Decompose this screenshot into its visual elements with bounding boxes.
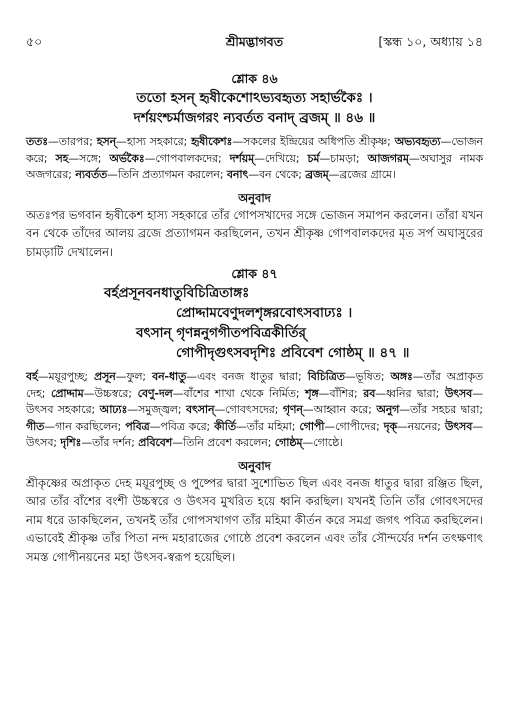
synonym-meaning: —তাঁর সহচর দ্বারা; <box>399 403 483 417</box>
synonym-word: ব্রজম্ <box>305 168 329 182</box>
synonym-meaning: —আহ্বান করে; <box>302 403 377 417</box>
verse-47-line-4: গোপীদৃগুৎসবদৃশিঃ প্রবিবেশ গোষ্ঠম্ ॥ ৪৭ ॥ <box>176 345 410 361</box>
synonym-word: প্রোদ্দাম <box>50 386 84 400</box>
synonym-meaning: —এবং বনজ ধাতুর দ্বারা; <box>186 370 308 383</box>
synonym-meaning: —উচ্চস্বরে; <box>83 386 138 400</box>
synonym-meaning: —তিনি প্রত্যাগমন করলেন; <box>107 168 227 182</box>
verse-47-heading: শ্লোক ৪৭ <box>231 266 278 281</box>
synonym-word: বেণু-দল <box>137 386 173 400</box>
synonym-word: প্রবিবেশ <box>138 436 173 450</box>
synonym-word: প্রসূন <box>94 370 116 383</box>
verse-46-synonyms <box>26 134 483 184</box>
verse-47-synonyms <box>26 369 483 452</box>
chapter-reference: [স্কন্ধ ১০, অধ্যায় ১৪ <box>378 34 483 49</box>
synonym-meaning: —তিনি প্রবেশ করলেন; <box>172 436 275 450</box>
synonym-meaning: —তারপর; <box>47 135 97 148</box>
synonym-word: গোষ্ঠম্ <box>274 436 303 450</box>
synonym-word: শৃঙ্গ <box>305 386 319 400</box>
synonym-meaning: —সমুজ্জ্বল; <box>127 403 186 417</box>
synonym-word: গীত <box>26 419 45 433</box>
synonym-meaning: —অঘাসুর নামক অজগরের; <box>26 151 483 182</box>
synonym-meaning: —বাঁশির; <box>318 386 364 400</box>
synonym-meaning: —গোষ্ঠে। <box>302 436 344 450</box>
synonym-meaning: —ব্রজের গ্রামে। <box>328 168 396 182</box>
synonym-word: বিচিত্রিত <box>307 370 345 383</box>
synonym-word: অভ্যবহৃত্য <box>394 135 441 148</box>
synonym-meaning: —তাঁর মহিমা; <box>235 419 300 433</box>
page-number: ৫০ <box>26 34 43 49</box>
synonym-meaning: —বাঁশের শাখা থেকে নির্মিত; <box>172 386 306 400</box>
synonym-meaning: —বন থেকে; <box>248 168 306 182</box>
synonym-word: ন্যবর্তত <box>75 168 108 182</box>
synonym-meaning: —গোবৎসদের; <box>214 403 283 417</box>
verse-46-line-1: ততো হসন্ হৃষীকেশোঽভ্যবহৃত্য সহার্ভকৈঃ । <box>136 90 373 106</box>
synonym-word: দৃশিঃ <box>60 436 82 450</box>
synonym-word: আজগরম্ <box>367 151 409 165</box>
verse-47-translation-heading: অনুবাদ <box>238 458 271 473</box>
synonym-word: ততঃ <box>26 135 48 148</box>
synonym-word: অর্ভকৈঃ <box>109 151 145 165</box>
synonym-word: সহ <box>55 151 69 165</box>
synonym-meaning: —ফুল; <box>115 370 153 383</box>
synonym-meaning: —গোপীদের; <box>324 419 384 433</box>
synonym-meaning: —সকলের ইন্দ্রিয়ের অধিপতি শ্রীকৃষ্ণ; <box>232 135 395 148</box>
synonym-meaning: —দেখিয়ে; <box>254 151 308 165</box>
synonym-meaning: —ভোজন করে; <box>26 135 483 165</box>
synonym-word: উৎসব <box>444 386 473 400</box>
page-header <box>26 34 483 56</box>
synonym-word: বর্হ <box>26 370 38 383</box>
verse-46-translation-heading: অনুবাদ <box>238 190 271 205</box>
verse-46-heading: শ্লোক ৪৬ <box>231 71 278 86</box>
synonym-word: উৎসব <box>444 419 473 433</box>
synonym-meaning: —তাঁর অপ্রাকৃত দেহ; <box>26 370 483 400</box>
synonym-word: অঙ্গঃ <box>390 370 413 383</box>
synonym-meaning: —তাঁর দর্শন; <box>81 436 139 450</box>
synonym-word: গোপী <box>299 419 325 433</box>
verse-47-line-2: প্রোদ্দামবেণুদলশৃঙ্গরবোৎসবাঢ্যঃ । <box>176 305 353 321</box>
synonym-meaning: —ময়ূরপুচ্ছ; <box>37 370 95 383</box>
synonym-word: হৃষীকেশঃ <box>191 135 233 148</box>
synonym-word: হসন্ <box>96 135 117 148</box>
synonym-meaning: —নয়নের; <box>396 419 445 433</box>
synonym-meaning: —গান করছিলেন; <box>44 419 126 433</box>
synonym-meaning: —উৎসব সহকারে; <box>26 386 483 417</box>
synonym-word: দর্শয়ম্ <box>229 151 255 165</box>
synonym-word: কীর্তি <box>214 419 236 433</box>
synonym-word: গৃণন্ <box>282 403 303 417</box>
synonym-meaning: —ভূষিত; <box>344 370 391 383</box>
synonym-word: অনুগ <box>376 403 400 417</box>
synonym-meaning: —ধ্বনির দ্বারা; <box>375 386 445 400</box>
synonym-word: বন-ধাতু <box>152 370 187 383</box>
verse-46-line-2: দর্শয়ংশ্চর্মাজগরং ন্যবর্তত বনাদ্ ব্রজম্ ॥ ৪৬ ॥ <box>133 110 376 126</box>
book-title: শ্রীমদ্ভাগবত <box>225 34 284 49</box>
verse-47-line-3: বৎসান্ গৃণন্ননুগগীতপবিত্রকীর্তির্ <box>136 325 306 341</box>
verse-47-line-1: বর্হপ্রসূনবনধাতুবিচিত্রিতাঙ্গঃ <box>104 285 250 301</box>
synonym-meaning: —চামড়া; <box>319 151 368 165</box>
verse-47-translation: শ্রীকৃষ্ণের অপ্রাকৃত দেহ ময়ূরপুচ্ছ ও পুষ্পের দ্বারা সুশোভিত ছিল এবং বনজ ধাতুর দ্বারা রঞ্জিত ছিল, আর তাঁর বাঁশের বংশী উচ্চস্বরে ও উৎসব মুখরিত হয়ে ধ্বনি করছিল। যখনই তিনি তাঁর গোবৎসদের নাম ধরে ডাকছিলেন, তখনই তাঁর গোপসখাগণ তাঁর মহিমা কীর্তন করে সমগ্র জগৎ পবিত্র করছিলেন। এভাবেই শ্রীকৃষ্ণ তাঁর পিতা নন্দ মহারাজের গোষ্ঠে প্রবেশ করলেন এবং তাঁর সৌন্দর্যের দর্শন তৎক্ষণাৎ সমস্ত গোপীনয়নের মহা উৎসব-স্বরূপ হয়েছিল। <box>26 475 483 564</box>
synonym-meaning: —গোপবালকদের; <box>144 151 230 165</box>
synonym-meaning: —উৎসব; <box>26 419 483 450</box>
synonym-word: পবিত্র <box>125 419 150 433</box>
synonym-word: চর্ম <box>307 151 320 165</box>
synonym-word: রব <box>363 386 376 400</box>
synonym-word: বৎসান্ <box>185 403 215 417</box>
synonym-word: বনাৎ <box>226 168 249 182</box>
synonym-meaning: —সঙ্গে; <box>68 151 110 165</box>
synonym-word: আঢ্যঃ <box>99 403 128 417</box>
verse-46-translation: অতঃপর ভগবান হৃষীকেশ হাস্য সহকারে তাঁর গোপসখাদের সঙ্গে ভোজন সমাপন করলেন। তাঁরা যখন বন থেকে তাঁদের আলয় ব্রজে প্রত্যাগমন করছিলেন, তখন শ্রীকৃষ্ণ গোপবালকদের মৃত সর্প অঘাসুরের চামড়াটি দেখালেন। <box>26 207 483 259</box>
synonym-meaning: —পবিত্র করে; <box>149 419 215 433</box>
synonym-word: দৃক্ <box>383 419 397 433</box>
synonym-meaning: —হাস্য সহকারে; <box>116 135 192 148</box>
